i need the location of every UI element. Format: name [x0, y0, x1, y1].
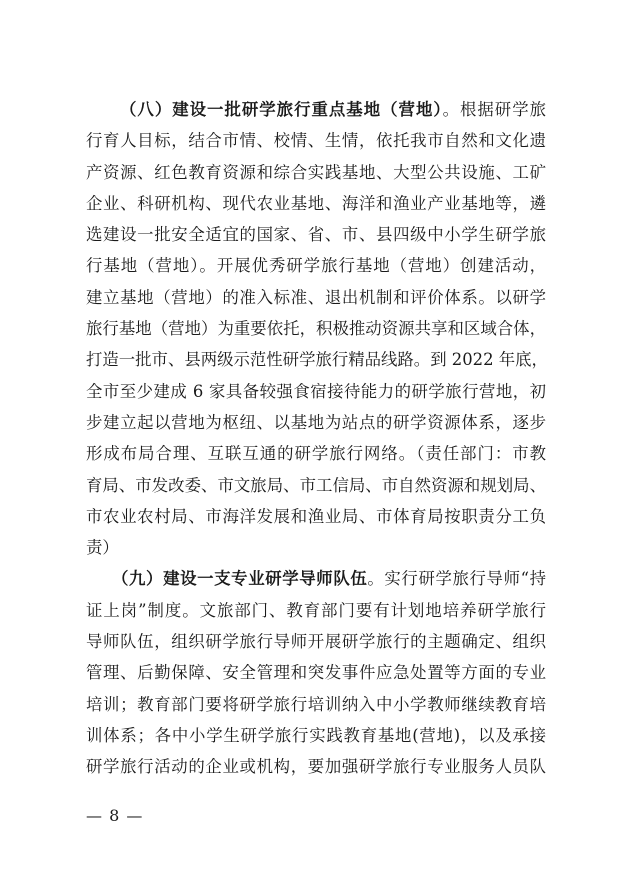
paragraph-8-line: 产资源、红色教育资源和综合实践基地、大型公共设施、工矿: [86, 162, 546, 182]
paragraph-8-heading: （八）建设一批研学旅行重点基地（营地）: [120, 100, 443, 119]
paragraph-9-line: 训体系；各中小学生研学旅行实践教育基地(营地)，以及承接: [86, 725, 546, 745]
body-text: [86, 94, 546, 783]
paragraph-8-line: 步建立起以营地为枢纽、以基地为站点的研学资源体系，逐步: [86, 412, 546, 432]
paragraph-8-line-1-text: 。根据研学旅: [442, 100, 546, 119]
paragraph-9-line-1: [86, 563, 546, 594]
paragraph-8-line: 育局、市发改委、市文旅局、市工信局、市自然资源和规划局、: [86, 475, 546, 495]
paragraph-8-line-1: [86, 94, 546, 125]
paragraph-9-heading: （九）建设一支专业研学导师队伍: [112, 569, 368, 589]
paragraph-8-line: 市农业农村局、市海洋发展和渔业局、市体育局按职责分工负: [86, 506, 546, 526]
paragraph-8-line: 企业、科研机构、现代农业基地、海洋和渔业产业基地等，遴: [86, 193, 546, 213]
page-number: — 8 —: [86, 806, 144, 825]
paragraph-8-line: 责）: [86, 538, 119, 558]
paragraph-9-line: 管理、后勤保障、安全管理和突发事件应急处置等方面的专业: [86, 663, 546, 683]
paragraph-8-line: 打造一批市、县两级示范性研学旅行精品线路。到 2022 年底，: [86, 350, 548, 370]
paragraph-8-line: 全市至少建成 6 家具备较强食宿接待能力的研学旅行营地，初: [86, 381, 546, 401]
paragraph-8-line: 形成布局合理、互联互通的研学旅行网络。（责任部门：市教: [86, 444, 546, 464]
paragraph-8-line: 行育人目标，结合市情、校情、生情，依托我市自然和文化遗: [86, 131, 546, 151]
paragraph-9-line: 研学旅行活动的企业或机构，要加强研学旅行专业服务人员队: [86, 757, 546, 777]
paragraph-8-line: 旅行基地（营地）为重要依托，积极推动资源共享和区域合体，: [86, 319, 546, 339]
paragraph-8-line: 建立基地（营地）的准入标准、退出机制和评价体系。以研学: [86, 287, 546, 307]
paragraph-9-line: 导师队伍，组织研学旅行导师开展研学旅行的主题确定、组织: [86, 632, 546, 652]
paragraph-9-line-1-text: 。实行研学旅行导师“持: [367, 569, 546, 589]
paragraph-9-line: 培训；教育部门要将研学旅行培训纳入中小学教师继续教育培: [86, 694, 546, 714]
paragraph-9-line: 证上岗”制度。文旅部门、教育部门要有计划地培养研学旅行: [86, 600, 546, 620]
paragraph-8-line: 选建设一批安全适宜的国家、省、市、县四级中小学生研学旅: [86, 225, 546, 245]
paragraph-8-line: 行基地（营地）。开展优秀研学旅行基地（营地）创建活动，: [86, 256, 546, 276]
